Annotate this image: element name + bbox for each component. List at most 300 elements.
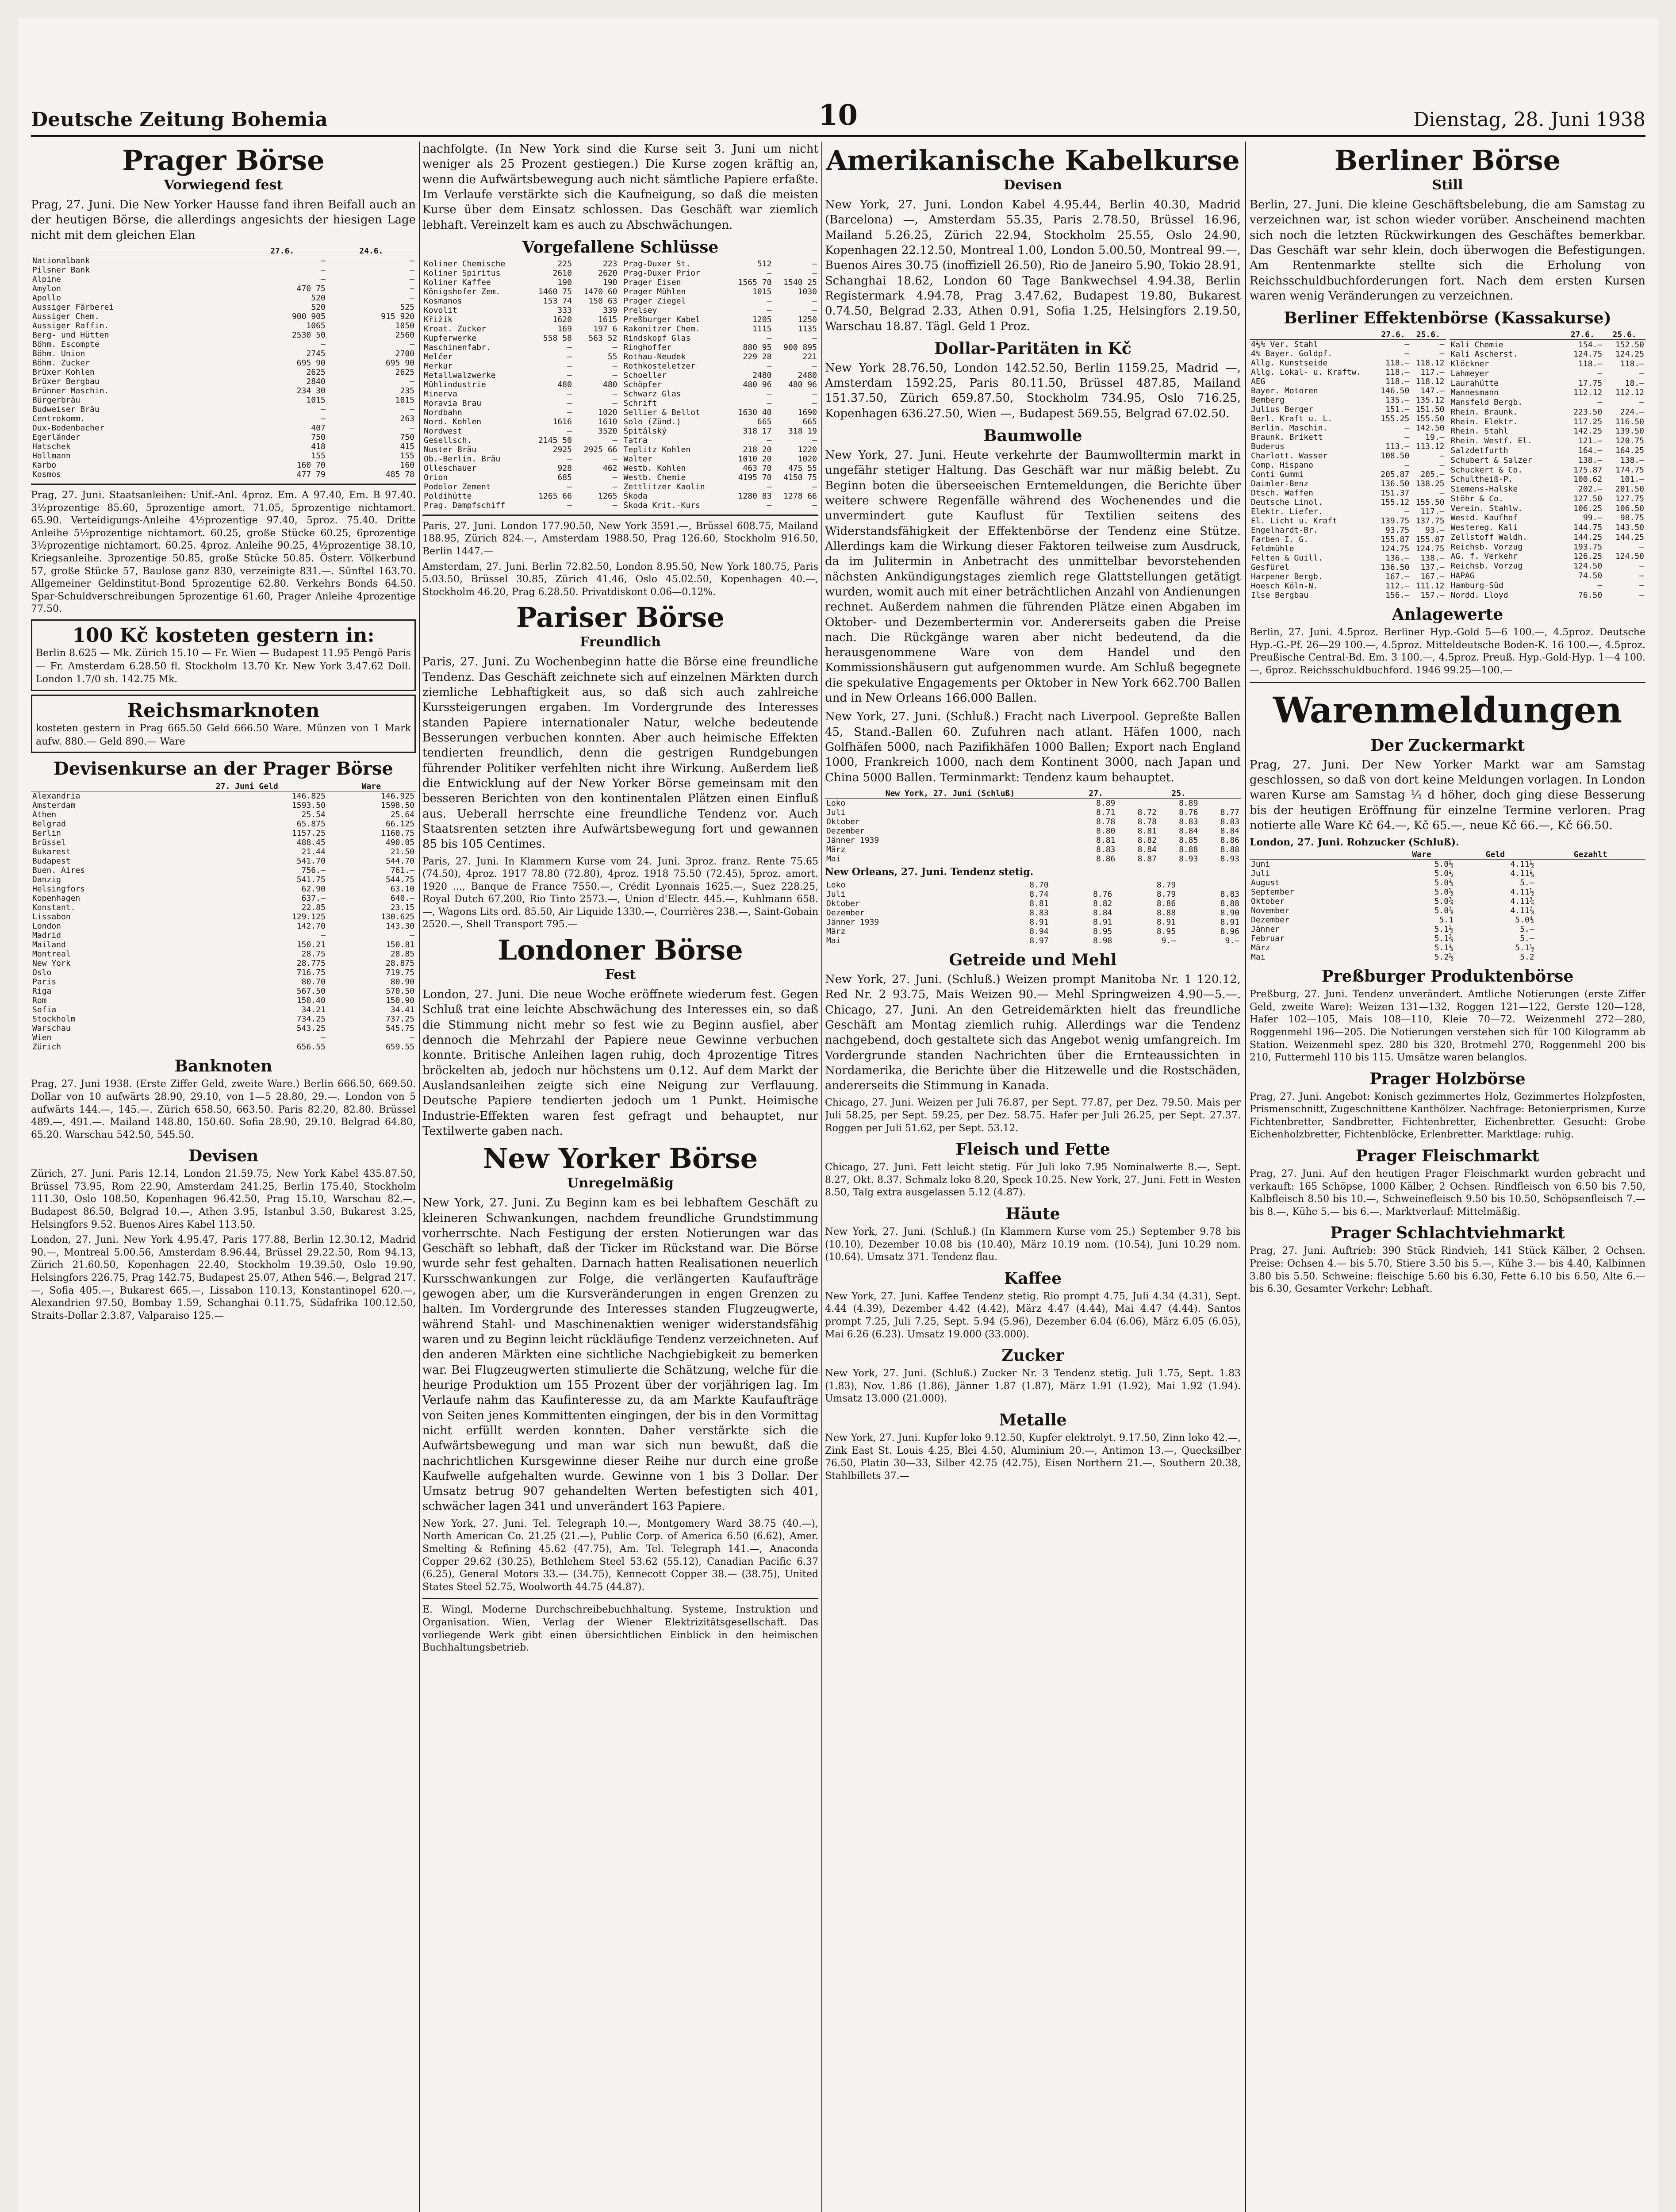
cell-value: —	[320, 404, 326, 414]
table-row	[1250, 349, 1446, 358]
cell-value: 137.75	[1415, 516, 1445, 526]
cell-value: 169	[557, 324, 572, 334]
cell-value: 138.—	[1620, 455, 1644, 465]
table-row	[1450, 417, 1646, 426]
table-row	[1250, 377, 1446, 386]
section-title: Vorgefallene Schlüsse	[522, 238, 719, 257]
cell-value: 150.90	[385, 996, 414, 1006]
cell-value: 120.75	[1615, 436, 1644, 446]
row-label: Ilse Bergbau	[1251, 591, 1309, 600]
cell-value: 112.12	[1615, 388, 1644, 398]
cell-value: 164.25	[1615, 446, 1644, 455]
box-title: Reichsmarknoten	[127, 699, 320, 722]
cell-value: 8.83	[1096, 845, 1116, 854]
cell-value: —	[612, 370, 617, 380]
cell-value: 142.25	[1573, 426, 1603, 436]
table-row	[1450, 446, 1646, 456]
table-row	[1450, 378, 1646, 388]
cell-value: 8.83	[1220, 817, 1239, 826]
column-american-cables	[825, 142, 1241, 2212]
cell-value: 62.90	[301, 884, 326, 894]
cell-value: 734.25	[296, 1014, 326, 1024]
cell-value: 5.—	[1520, 878, 1534, 888]
cell-value: 545.75	[385, 1024, 414, 1033]
cell-value: —	[812, 333, 817, 343]
column-rule	[821, 142, 822, 2212]
cell-value: —	[767, 482, 772, 492]
table-row	[31, 875, 416, 884]
cell-value: 155.87	[1381, 535, 1410, 545]
row-label: Alexandria	[32, 791, 81, 801]
article-text: Prag, 27. Juni. Auftrieb: 390 Stück Rindvieh, 141 Stück Kälber, 2 Ochsen. Preise: Ochsen 4.— bis 5.70, Stiere 3.50 bis 5.—, Kühe 3.— bis 4.40, Kalbinnen 3.80 bis 5.50. Schweine: fleischige 5.60 bis 6.30, Fette 6.10 bis 6.50, Alte 6.— bis 6.30, Gesamter Verkehr: Lebhaft.	[1250, 1245, 1645, 1295]
table-row	[622, 436, 819, 445]
cell-value: 1160.75	[381, 829, 414, 838]
table-row	[1450, 455, 1646, 465]
cell-value: 8.91	[1093, 917, 1112, 927]
row-label: Rhein. Stahl	[1450, 426, 1508, 436]
row-label: Apollo	[32, 293, 61, 303]
table-row	[622, 473, 819, 482]
row-label: Melčer	[424, 352, 453, 361]
cell-value: 2625	[306, 367, 326, 377]
cell-value: 139.75	[1381, 516, 1410, 526]
cell-value: 118.—	[1620, 359, 1644, 369]
row-label: Reichsb. Vorzug	[1450, 561, 1523, 571]
cell-value: 9.—	[1161, 936, 1176, 945]
cell-value: 488.45	[296, 838, 326, 848]
article-text: New York, 27. Juni. Tel. Telegraph 10.—, Montgomery Ward 38.75 (40.—), North American Co. 21.25 (21.—), Public Corp. of America 6.50 (6.62), Amer. Smelting & Refining 45.62 (47.75), Am. Tel. Telegraph 141.—, Anaconda Copper 29.62 (30.25), Bethlehem Steel 53.62 (55.12), Canadian Pacific 6.37 (6.25), General Motors 33.— (34.75), Kennecott Copper 38.— (38.75), United States Steel 52.75, Woolworth 44.75 (44.87).	[422, 1518, 818, 1593]
row-label: Budweiser Bräu	[32, 404, 100, 414]
row-label: Hamburg-Süd	[1450, 580, 1503, 590]
row-label: Warschau	[32, 1024, 71, 1033]
cell-value: —	[1404, 461, 1410, 470]
row-label: Braunk. Brikett	[1251, 433, 1323, 442]
cell-value: 28.775	[296, 959, 326, 968]
row-label: März	[826, 845, 846, 854]
cell-value: 157.—	[1420, 591, 1445, 600]
cell-value: 8.70	[1029, 880, 1049, 890]
cell-value: —	[1404, 507, 1410, 517]
table-row	[31, 791, 416, 801]
stock-table	[622, 259, 819, 510]
cell-value: 129.125	[291, 912, 326, 922]
cell-value: 8.84	[1137, 845, 1157, 854]
row-label: Schubert & Salzer	[1450, 455, 1532, 465]
cell-value: 480	[557, 380, 572, 389]
table-row	[825, 808, 1241, 817]
cell-value: 685	[557, 472, 572, 482]
section-title: Fleisch und Fette	[955, 1140, 1110, 1159]
exchange-box	[31, 619, 416, 691]
cell-value: —	[767, 389, 772, 399]
cell-value	[1050, 880, 1114, 890]
cell-value: 567.50	[296, 987, 326, 996]
cotton-table	[825, 880, 1241, 945]
row-label: Schultheiß-P.	[1450, 475, 1513, 484]
cell-value: 5.0½	[1434, 887, 1454, 897]
cell-value: 5.2½	[1434, 952, 1454, 962]
table-row	[1250, 878, 1645, 887]
cell-value: 8.84	[1179, 826, 1198, 836]
cell-value: 8.88	[1220, 845, 1239, 854]
article-text: Paris, 27. Juni. Zu Wochenbeginn hatte die Börse eine freundliche Tendenz. Das Geschäft zeichnete sich auf einzelnen Märkten durch ziemliche Lebhaftigkeit aus, so daß sich auch zahlreiche Kurssteigerungen ergaben. Im Vordergrunde des Interesses standen Papiere internationaler Natur, welche bedeutende Besserungen verbuchen konnten. Aber auch heimische Effekten tendierten freundlich, denn die gestrigen Rundgebungen führender Politiker verfehlten nicht ihre Wirkung. Außerdem ließ die Entwicklung auf der New Yorker Börse gemeinsam mit den besseren Berichten von den kontinentalen Plätzen einen Einfluß aus. Ueberall herrschte eine freundliche Tendenz vor. Auch Staatsrenten setzten ihre Aufwärtsbewegung fort und gewannen 85 bis 105 Centimes.	[422, 655, 818, 851]
table-row	[1450, 590, 1646, 600]
cell-value: 339	[602, 305, 617, 315]
cell-value: —	[410, 931, 414, 941]
cell-value: 76.50	[1578, 590, 1603, 600]
row-label: Schwarz Glas	[623, 389, 681, 399]
table-row	[422, 482, 619, 492]
cell-value: 101.—	[1620, 475, 1644, 484]
cell-value: 136.50	[1381, 479, 1410, 489]
cell-value: 5.0¾	[1515, 915, 1534, 925]
row-label: Bemberg	[1251, 396, 1285, 405]
cell-value: —	[410, 423, 414, 433]
column-berlin-goods	[1250, 142, 1645, 2212]
cell-value: 2625	[395, 367, 414, 377]
cell-value: 8.81	[1096, 835, 1116, 845]
cell-value: 750	[400, 432, 414, 442]
cell-value: 756.—	[301, 866, 326, 876]
article-subtitle: Unregelmäßig	[567, 1175, 674, 1191]
article-title: Berliner Börse	[1334, 144, 1561, 177]
table-row	[1250, 869, 1645, 878]
cell-value: 66.125	[385, 819, 414, 829]
cell-value: 143.50	[1615, 523, 1644, 533]
column-rule	[419, 142, 420, 2212]
table-row	[31, 358, 416, 368]
row-label: Solo (Zünd.)	[623, 417, 681, 426]
box-title: 100 Kč kosteten gestern in:	[72, 624, 375, 647]
row-label: Rothau-Neudek	[623, 352, 686, 361]
cell-value: 5.1½	[1434, 925, 1454, 934]
row-label: Jänner	[1251, 925, 1280, 934]
row-label: Gesellsch.	[424, 435, 472, 445]
cell-value: —	[567, 389, 572, 399]
stock-table: 27.6. 25.6. Kali Chemie 154.— 152.50 Kali Ascherst. 124.75 124.25 Klöckner 118.— 118.— Lahmeyer — — Laurahütte 17.75 18.— Mannesmann 112.12 112.12 Mansfeld Bergb. — — Rhein. Braunk. 223.50 224.— Rhein. Elektr. 117.25 116.50 Rhein. Stahl 142.25 139.50 Rhein. Westf. El. 121.— 120.75 Salzdetfurth 164.— 164.25 Schubert & Salzer 138.— 138.— Schuckert & Co. 175.87 174.75 Schultheiß-P. 100.62 101.— Siemens-Halske 202.— 201.50 Stöhr & Co. 127.50 127.75 Verein. Stahlw. 106.25 106.50 Westd. Kaufhof 99.— 98.75 Westereg. Kali 144.75 143.50 Zellstoff Waldh. 144.25 144.25 Reichsb. Vorzug 193.75 — AG. f. Verkehr 126.25 124.50 Reichsb. Vorzug 124.50 — HAPAG 74.50 — Hamburg-Süd — — Nordd. Lloyd 76.50 —	[1450, 330, 1646, 600]
row-label: Mühlindustrie	[424, 380, 486, 389]
row-label: Hoesch Köln-N.	[1251, 581, 1318, 591]
cell-value: 1030	[798, 287, 817, 296]
cell-value: 485 78	[385, 469, 414, 479]
row-label: Schöpfer	[623, 380, 662, 389]
article-subtitle: Freundlich	[579, 634, 661, 650]
cell-value: 477 79	[296, 469, 326, 479]
row-label: Königshofer Zem.	[424, 287, 501, 296]
table-row	[31, 368, 416, 377]
table-row	[1450, 513, 1646, 523]
row-label: Nordwest	[424, 426, 462, 436]
cell-value: 124.75	[1415, 544, 1445, 554]
cell-value: 235	[400, 386, 414, 396]
cell-value: —	[612, 342, 617, 352]
fx-table: 27. Juni Geld Ware Alexandria 146.825 146.925 Amsterdam 1593.50 1598.50 Athen 25.54 25.64 Belgrad 65.875 66.125 Berlin 1157.25 1160.75 Brüssel 488.45 490.05 Bukarest 21.44 21.50 Budapest 541.70 544.70 Buen. Aires 756.— 761.— Danzig 541.75 544.75 Helsingfors 62.90 63.10 Kopenhagen 637.— 640.— Konstant. 22.85 23.15 Lissabon 129.125 130.625 London 142.70 143.30 Madrid — — Mailand 150.21 150.81 Montreal 28.75 28.85 New York 28.775 28.875 Oslo 716.75 719.75 Paris 80.70 80.90 Riga 567.50 570.50 Rom 150.40 150.90 Sofia 34.21 34.41 Stockholm 734.25 737.25 Warschau 543.25 545.75 Wien — — Zürich 656.55 659.55	[31, 782, 416, 1052]
cell-value: 563 52	[588, 333, 617, 343]
cell-value: 143.30	[385, 922, 414, 931]
cell-value: —	[812, 482, 817, 492]
row-label: Zettlitzer Kaolin	[623, 482, 705, 492]
table-row	[31, 819, 416, 829]
table-row	[31, 987, 416, 996]
cell-value: 2610	[552, 268, 572, 278]
row-label: Merkur	[424, 361, 453, 371]
cell-value: 34.21	[301, 1005, 326, 1015]
cell-value: 543.25	[296, 1024, 326, 1033]
row-label: Maschinenfabr.	[424, 342, 491, 352]
row-label: Škoda	[623, 491, 648, 501]
cell-value: 8.84	[1093, 908, 1112, 918]
row-label: El. Licht u. Kraft	[1251, 516, 1338, 526]
section-title: Häute	[1005, 1205, 1060, 1223]
row-label: Aussiger Färberei	[32, 302, 114, 312]
cell-value: 558 58	[543, 333, 572, 343]
cell-value: —	[567, 361, 572, 371]
cell-value: —	[320, 265, 326, 275]
cell-value: —	[1639, 580, 1644, 590]
row-label: Prager Eisen	[623, 277, 681, 287]
cell-value: 5.0½	[1434, 869, 1454, 879]
row-label: Verein. Stahlw.	[1450, 503, 1523, 513]
cell-value: 8.95	[1156, 926, 1176, 936]
stock-tables	[422, 259, 818, 510]
cell-value: 1115	[752, 324, 772, 334]
cell-value: 659.55	[385, 1042, 414, 1052]
cell-value: 544.70	[385, 856, 414, 866]
section-title: Baumwolle	[983, 426, 1082, 445]
cell-value: —	[410, 256, 414, 265]
table-row	[422, 334, 619, 343]
table-row	[1450, 484, 1646, 494]
divider	[1250, 682, 1645, 683]
cell-value: —	[567, 342, 572, 352]
table-row	[1450, 349, 1646, 359]
cell-value: 155	[311, 451, 326, 461]
row-label: Buderus	[1251, 442, 1285, 452]
table-row	[422, 296, 619, 306]
row-label: Kosmos	[32, 469, 61, 479]
issue-date: Dienstag, 28. Juni 1938	[1413, 108, 1645, 131]
cell-value: 124.50	[1615, 552, 1644, 561]
table-row	[422, 380, 619, 389]
table-row	[622, 352, 819, 361]
cell-value: 8.88	[1220, 899, 1239, 908]
table-row	[1250, 581, 1446, 591]
cell-value: 197 6	[593, 324, 617, 334]
article-text: New York, 27. Juni. Zu Beginn kam es bei lebhaftem Geschäft zu kleineren Schwankungen, nachdem freundliche Grundstimmung vorherrschte. Nach Festigung der ersten Notierungen war das Geschäft so lebhaft, daß der Ticker im Rückstand war. Die Börse wurde sehr fest gehalten. Darnach hatten Realisationen neuerlich Kursschwankungen zur Folge, die verlängerten Kaufaufträge gewogen aber, um die Kursveränderungen in engen Grenzen zu halten. Im Vordergrunde des Interesses standen Flugzeugwerte, während Stahl- und Maschinenaktien weniger widerstandsfähig waren und zu Beginn leicht rückläufige Tendenz verzeichneten. Auf den anderen Märkten eine sichtliche Nachgiebigkeit zu bemerken war. Bei Flugzeugwerten stimulierte die Schätzung, welche für die heurige Produktion um 155 Prozent über der vorjährigen lag. Im Verlaufe nahm das Kaufinteresse zu, da am Markte Kaufaufträge von Seiten jenes Kommittenten eingingen, der bis in den Vormittag nicht erfüllt werden konnten. Daher verstärkte sich die Aufwärtsbewegung und man war sich nun bewußt, daß die nachrichtlichen Kursgewinne dieser Reihe nur durch eine große Kaufwelle aufgehalten wurde. Gewinne von 1 bis 3 Dollar. Der Umsatz betrug 907 gehandelten Werten befestigten sich 401, schwächer lagen 341 und unverändert 163 Papiere.	[422, 1196, 818, 1513]
table-row	[422, 389, 619, 399]
cell-value: 2840	[306, 376, 326, 386]
row-label: August	[1251, 878, 1280, 888]
table-row	[31, 349, 416, 358]
cell-value: 475 55	[788, 463, 817, 473]
cell-value: —	[1597, 398, 1603, 407]
table-row	[622, 408, 819, 417]
table-row	[825, 899, 1241, 908]
cell-value: 9.—	[1225, 936, 1239, 945]
cell-value: 124.75	[1381, 544, 1410, 554]
cell-value: 221	[802, 352, 817, 361]
table-row	[1250, 451, 1446, 461]
cell-value: 150.21	[296, 940, 326, 950]
row-label: Prag-Duxer Prior	[623, 268, 700, 278]
article-subtitle: Vorwiegend fest	[164, 177, 283, 193]
cell-value: 144.75	[1573, 523, 1603, 533]
cell-value: —	[567, 352, 572, 361]
cotton-table: New York, 27. Juni (Schluß) 27. 25. Loko 8.89 8.89 Juli 8.71 8.72 8.76 8.77 Oktober 8.78 8.78 8.83 8.83 Dezember 8.80 8.81 8.84 8.84 Jänner 1939 8.81 8.82 8.85 8.86 März 8.83 8.84 8.88 8.88 Mai 8.86 8.87 8.93 8.93	[825, 789, 1241, 864]
table-caption: London, 27. Juni. Rohzucker (Schluß).	[1250, 837, 1459, 849]
cell-value: 1610	[598, 417, 617, 426]
cell-value: 22.85	[301, 903, 326, 913]
row-label: März	[826, 926, 846, 936]
cell-value: 154.—	[1578, 340, 1603, 349]
cell-value: —	[612, 500, 617, 510]
row-label: Montreal	[32, 949, 71, 959]
row-label: Nuster Bräu	[424, 445, 477, 454]
cell-value: 512	[757, 259, 772, 269]
table-row	[622, 454, 819, 464]
cell-value: 418	[311, 442, 326, 451]
article-text: New York, 27. Juni. (Schluß.) Zucker Nr. 3 Tendenz stetig. Juli 1.75, Sept. 1.83 (1.83), Nov. 1.86 (1.86), Jänner 1.87 (1.87), März 1.91 (1.92), Mai 1.92 (1.94). Umsatz 13.000 (21.000).	[825, 1368, 1241, 1405]
cell-value: —	[767, 296, 772, 306]
table-row	[1250, 553, 1446, 563]
table-row	[422, 436, 619, 445]
row-label: Sofia	[32, 1005, 57, 1015]
cell-value: —	[1639, 590, 1644, 600]
article-text: Prag, 27. Juni 1938. (Erste Ziffer Geld, zweite Ware.) Berlin 666.50, 669.50. Dollar von 10 aufwärts 28.90, 29.10, von 1—5 28.80, 29.—. London von 5 aufwärts 144.—, 145.—. Zürich 658.50, 663.50. Paris 82.20, 82.80. Brüssel 489.—, 491.—. Mailand 148.80, 150.60. Sofia 28.90, 29.10. Belgrad 64.80, 65.20. Warschau 542.50, 545.50.	[31, 1079, 416, 1141]
table-row	[422, 287, 619, 296]
cell-value: 55	[607, 352, 617, 361]
cell-value: 17.75	[1578, 378, 1603, 388]
cell-value: 223.50	[1573, 407, 1603, 417]
cell-value: —	[812, 268, 817, 278]
cell-value: 8.81	[1137, 826, 1157, 836]
table-caption: New Orleans, 27. Juni. Tendenz stetig.	[825, 866, 1034, 878]
cell-value	[1536, 943, 1645, 952]
row-label: Riga	[32, 987, 52, 996]
cell-value: 175.87	[1573, 465, 1603, 475]
row-label: Podolor Zement	[424, 482, 491, 492]
cell-value: 93.75	[1385, 526, 1410, 535]
cell-value: 63.10	[390, 884, 414, 894]
cell-value: —	[767, 361, 772, 371]
cell-value: 318 19	[788, 426, 817, 436]
cell-value: 8.78	[1137, 817, 1157, 826]
row-label: Lahmeyer	[1450, 369, 1489, 378]
row-label: Rakonitzer Chem.	[623, 324, 700, 334]
row-label: Engelhardt-Br.	[1251, 526, 1318, 535]
cell-value	[1177, 880, 1241, 890]
row-label: März	[1251, 943, 1270, 953]
cell-value: 8.76	[1179, 807, 1198, 817]
table-row	[422, 473, 619, 482]
cell-value: 201.50	[1615, 484, 1644, 494]
cell-value: 541.75	[296, 875, 326, 885]
row-label: New York	[32, 959, 71, 968]
row-label: 4½% Ver. Stahl	[1251, 340, 1318, 349]
cell-value: 8.91	[1029, 917, 1049, 927]
row-label: Koliner Chemische	[424, 259, 506, 269]
cell-value: 8.91	[1220, 917, 1239, 927]
cell-value: —	[567, 454, 572, 464]
cell-value: —	[767, 435, 772, 445]
row-label: Prag. Dampfschiff	[424, 500, 506, 510]
cell-value: 25.64	[390, 810, 414, 820]
table-row	[1450, 523, 1646, 533]
table-row	[31, 903, 416, 912]
row-label: Aussiger Raffin.	[32, 321, 109, 330]
table-row	[422, 361, 619, 371]
table-row	[622, 259, 819, 269]
row-label: Orion	[424, 472, 448, 482]
cell-value: 1205	[752, 315, 772, 324]
table-row	[1450, 465, 1646, 475]
cell-value: 152.50	[1615, 340, 1644, 349]
table-row	[1450, 494, 1646, 503]
cell-value: 136.—	[1385, 553, 1410, 563]
cell-value: 28.875	[385, 959, 414, 968]
cell-value: —	[812, 296, 817, 306]
cell-value: —	[767, 333, 772, 343]
article-text: London, 27. Juni. Die neue Woche eröffnete wiederum fest. Gegen Schluß trat eine leichte Abschwächung des Interesses ein, so daß die Stimmung nicht mehr so fest wie zu Beginn ausfiel, aber dennoch die Mehrzahl der Papiere neue Gewinne verbuchen konnte. Britische Anleihen lagen ruhig, doch 4prozentige Titres bröckelten ab, jedoch nur höchstens um 0.12. Auf dem Markt der Auslandsanleihen zeigte sich eine Neigung zur Verflauung. Deutsche Papiere tendierten jedoch um 1 Punkt. Heimische Industrie-Effekten waren fest gefragt und behauptet, nur Textilwerte gaben nach.	[422, 988, 818, 1138]
cell-value: 8.84	[1220, 826, 1239, 836]
cell-value: —	[410, 274, 414, 284]
cell-value: —	[320, 1033, 326, 1043]
table-row	[1450, 407, 1646, 417]
row-label: Dux-Bodenbacher	[32, 423, 104, 433]
cell-value: —	[612, 435, 617, 445]
column-prague-exchange	[31, 142, 416, 2212]
cell-value: 146.825	[291, 791, 326, 801]
table-row	[622, 306, 819, 315]
cell-value: 118.12	[1415, 377, 1445, 387]
row-label: Athen	[32, 810, 57, 820]
cell-value: 8.76	[1093, 889, 1112, 899]
article-text: New York, 27. Juni. Kaffee Tendenz stetig. Rio prompt 4.75, Juli 4.34 (4.31), Sept. 4.44 (4.39), Dezember 4.42 (4.42), März 4.47 (4.44), Mai 4.47 (4.44). Santos prompt 7.25, Juli 7.25, Sept. 5.94 (5.96), Dezember 6.04 (6.06), März 6.05 (6.05), Mai 6.26 (6.23). Umsatz 19.000 (33.000).	[825, 1290, 1241, 1340]
page-number: 10	[818, 99, 858, 132]
cell-value: 124.25	[1615, 349, 1644, 359]
table-row	[1450, 426, 1646, 436]
table-row	[1250, 952, 1645, 962]
row-label: Böhm. Zucker	[32, 358, 90, 368]
table-row	[1450, 580, 1646, 590]
table-row	[1450, 398, 1646, 407]
cell-value: 737.25	[385, 1014, 414, 1024]
cell-value: 480	[602, 380, 617, 389]
cell-value: 234 30	[296, 386, 326, 396]
cell-value: —	[1639, 561, 1644, 571]
table-row	[1450, 533, 1646, 542]
table-row	[1450, 571, 1646, 581]
table-row	[622, 278, 819, 287]
box-text: Berlin 8.625 — Mk. Zürich 15.10 — Fr. Wien — Budapest 11.95 Pengö Paris — Fr. Amsterdam 6.28.50 fl. Stockholm 13.70 Kr. New York 3.47.62 Doll. London 1.7/0 sh. 142.75 Mk.	[36, 647, 411, 685]
row-label: Amsterdam	[32, 801, 76, 810]
section-title: Prager Schlachtviehmarkt	[1330, 1224, 1565, 1243]
cell-value: 8.81	[1029, 899, 1049, 908]
cell-value: 138.—	[1578, 455, 1603, 465]
article-text: Zürich, 27. Juni. Paris 12.14, London 21.59.75, New York Kabel 435.87.50, Brüssel 73.95, Rom 22.90, Amsterdam 241.25, Berlin 175.40, Stockholm 111.30, Oslo 108.50, Kopenhagen 96.42.50, Prag 15.10, Warschau 82.—, Budapest 86.50, Belgrad 10.—, Athen 3.95, Istanbul 3.50, Bukarest 3.25, Helsingfors 9.52. Buenos Aires Kabel 113.50.	[31, 1168, 416, 1230]
table-row	[1250, 897, 1645, 906]
cell-value: 900 895	[783, 342, 817, 352]
article-subtitle: Still	[1432, 177, 1463, 193]
section-title: Anlagewerte	[1392, 605, 1503, 624]
cell-value: —	[1439, 461, 1445, 470]
section-title: Getreide und Mehl	[949, 950, 1117, 969]
cell-value: 113.12	[1415, 442, 1445, 452]
article-text: New York, 27. Juni. London Kabel 4.95.44, Berlin 40.30, Madrid (Barcelona) —, Amsterdam 55.35, Paris 2.78.50, Brüssel 16.96, Mailand 5.26.25, Zürich 22.94, Stockholm 25.55, Oslo 24.90, Kopenhagen 22.12.50, Montreal 1.00, London 5.00.50, Montreal 99.—, Buenos Aires 30.75 (inoffiziell 26.50), Rio de Janeiro 5.90, Tokio 28.91, Schanghai 18.62, London 60 Tage Bankwechsel 4.94.38, Berlin Registermark 4.94.78, Prag 3.47.62, Budapest 19.80, Bukarest 0.74.50, Belgrad 2.33, Athen 0.91, Sofia 1.25, Helsingfors 2.19.50, Warschau 18.87. Tägl. Geld 1 Proz.	[825, 198, 1241, 333]
table-row	[31, 256, 416, 265]
row-label: Zellstoff Waldh.	[1450, 532, 1527, 542]
cell-value: 695 90	[385, 358, 414, 368]
